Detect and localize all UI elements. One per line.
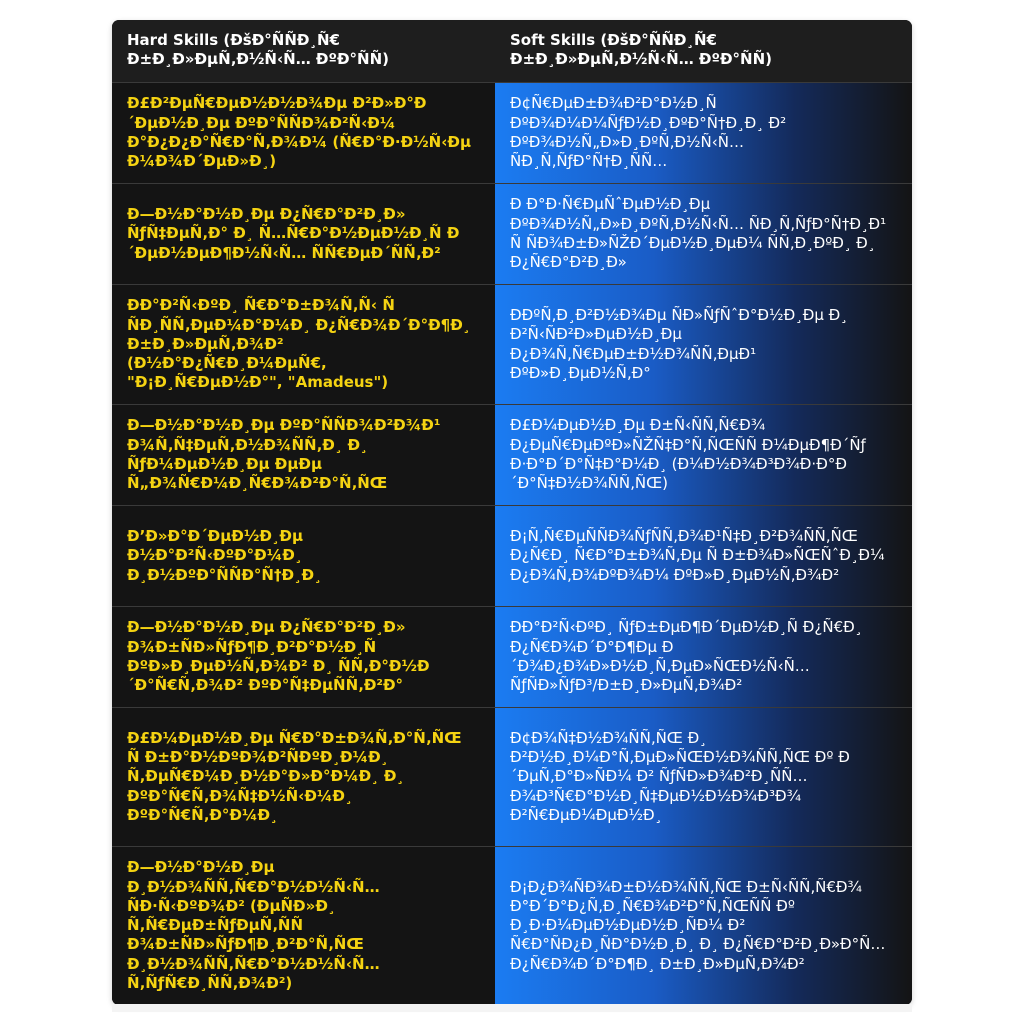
- header-row: [112, 20, 912, 83]
- table-row: [112, 285, 912, 405]
- soft-skill-cell: Ð¡Ð¿Ð¾ÑÐ¾Ð±Ð½Ð¾ÑÑ‚ÑŒ Ð±Ñ‹ÑÑ‚Ñ€Ð¾ Ð°Ð´Ð°Ð¿Ñ‚Ð¸Ñ€Ð¾Ð²Ð°Ñ‚ÑŒÑÑ Ðº Ð¸Ð·Ð¼ÐµÐ½ÐµÐ½Ð¸ÑÐ¼ Ð² Ñ€Ð°ÑÐ¿Ð¸ÑÐ°Ð½Ð¸Ð¸ Ð¸ Ð¿Ñ€Ð°Ð²Ð¸Ð»Ð°Ñ… Ð¿Ñ€Ð¾Ð´Ð°Ð¶Ð¸ Ð±Ð¸Ð»ÐµÑ‚Ð¾Ð²: [495, 847, 912, 1005]
- soft-skill-cell: Ð Ð°Ð·Ñ€ÐµÑˆÐµÐ½Ð¸Ðµ ÐºÐ¾Ð½Ñ„Ð»Ð¸ÐºÑ‚Ð½Ñ‹Ñ… ÑÐ¸Ñ‚ÑƒÐ°Ñ†Ð¸Ð¹ Ñ ÑÐ¾Ð±Ð»ÑŽÐ´ÐµÐ½Ð¸ÐµÐ¼ ÑÑ‚Ð¸ÐºÐ¸ Ð¸ Ð¿Ñ€Ð°Ð²Ð¸Ð»: [495, 184, 912, 285]
- table-row: [112, 83, 912, 184]
- table-row: [112, 405, 912, 506]
- table-header: [112, 20, 912, 83]
- header-soft-skills: Soft Skills (ÐšÐ°ÑÑÐ¸Ñ€ Ð±Ð¸Ð»ÐµÑ‚Ð½Ñ‹Ñ… ÐºÐ°ÑÑ): [495, 20, 912, 83]
- hard-skill-cell: Ð£Ð²ÐµÑ€ÐµÐ½Ð½Ð¾Ðµ Ð²Ð»Ð°Ð´ÐµÐ½Ð¸Ðµ ÐºÐ°ÑÑÐ¾Ð²Ñ‹Ð¼ Ð°Ð¿Ð¿Ð°Ñ€Ð°Ñ‚Ð¾Ð¼ (Ñ€Ð°Ð·Ð½Ñ‹Ðµ Ð¼Ð¾Ð´ÐµÐ»Ð¸): [112, 83, 495, 184]
- hard-skill-cell: ÐÐ°Ð²Ñ‹ÐºÐ¸ Ñ€Ð°Ð±Ð¾Ñ‚Ñ‹ Ñ ÑÐ¸ÑÑ‚ÐµÐ¼Ð°Ð¼Ð¸ Ð¿Ñ€Ð¾Ð´Ð°Ð¶Ð¸ Ð±Ð¸Ð»ÐµÑ‚Ð¾Ð² (Ð½Ð°Ð¿Ñ€Ð¸Ð¼ÐµÑ€, "Ð¡Ð¸Ñ€ÐµÐ½Ð°", "Amadeus"): [112, 285, 495, 405]
- table-row: [112, 506, 912, 607]
- soft-skill-cell: ÐÐ°Ð²Ñ‹ÐºÐ¸ ÑƒÐ±ÐµÐ¶Ð´ÐµÐ½Ð¸Ñ Ð¿Ñ€Ð¸ Ð¿Ñ€Ð¾Ð´Ð°Ð¶Ðµ Ð´Ð¾Ð¿Ð¾Ð»Ð½Ð¸Ñ‚ÐµÐ»ÑŒÐ½Ñ‹Ñ… ÑƒÑÐ»ÑƒÐ³/Ð±Ð¸Ð»ÐµÑ‚Ð¾Ð²: [495, 607, 912, 708]
- table-row: [112, 847, 912, 1005]
- hard-skill-cell: Ð—Ð½Ð°Ð½Ð¸Ðµ Ð¸Ð½Ð¾ÑÑ‚Ñ€Ð°Ð½Ð½Ñ‹Ñ… ÑÐ·Ñ‹ÐºÐ¾Ð² (ÐµÑÐ»Ð¸ Ñ‚Ñ€ÐµÐ±ÑƒÐµÑ‚ÑÑ Ð¾Ð±ÑÐ»ÑƒÐ¶Ð¸Ð²Ð°Ñ‚ÑŒ Ð¸Ð½Ð¾ÑÑ‚Ñ€Ð°Ð½Ð½Ñ‹Ñ… Ñ‚ÑƒÑ€Ð¸ÑÑ‚Ð¾Ð²): [112, 847, 495, 1005]
- table-shadow-strip: [112, 1004, 912, 1012]
- table-row: [112, 708, 912, 847]
- hard-skill-cell: Ð—Ð½Ð°Ð½Ð¸Ðµ Ð¿Ñ€Ð°Ð²Ð¸Ð» Ð¾Ð±ÑÐ»ÑƒÐ¶Ð¸Ð²Ð°Ð½Ð¸Ñ ÐºÐ»Ð¸ÐµÐ½Ñ‚Ð¾Ð² Ð¸ ÑÑ‚Ð°Ð½Ð´Ð°Ñ€Ñ‚Ð¾Ð² ÐºÐ°Ñ‡ÐµÑÑ‚Ð²Ð°: [112, 607, 495, 708]
- table-row: [112, 607, 912, 708]
- skills-table-container: [112, 20, 912, 1005]
- hard-skill-cell: Ð£Ð¼ÐµÐ½Ð¸Ðµ Ñ€Ð°Ð±Ð¾Ñ‚Ð°Ñ‚ÑŒ Ñ Ð±Ð°Ð½ÐºÐ¾Ð²ÑÐºÐ¸Ð¼Ð¸ Ñ‚ÐµÑ€Ð¼Ð¸Ð½Ð°Ð»Ð°Ð¼Ð¸ Ð¸ ÐºÐ°Ñ€Ñ‚Ð¾Ñ‡Ð½Ñ‹Ð¼Ð¸ ÐºÐ°Ñ€Ñ‚Ð°Ð¼Ð¸: [112, 708, 495, 847]
- hard-skill-cell: Ð—Ð½Ð°Ð½Ð¸Ðµ Ð¿Ñ€Ð°Ð²Ð¸Ð» ÑƒÑ‡ÐµÑ‚Ð° Ð¸ Ñ…Ñ€Ð°Ð½ÐµÐ½Ð¸Ñ Ð´ÐµÐ½ÐµÐ¶Ð½Ñ‹Ñ… ÑÑ€ÐµÐ´ÑÑ‚Ð²: [112, 184, 495, 285]
- soft-skill-cell: Ð¡Ñ‚Ñ€ÐµÑÑÐ¾ÑƒÑÑ‚Ð¾Ð¹Ñ‡Ð¸Ð²Ð¾ÑÑ‚ÑŒ Ð¿Ñ€Ð¸ Ñ€Ð°Ð±Ð¾Ñ‚Ðµ Ñ Ð±Ð¾Ð»ÑŒÑˆÐ¸Ð¼ Ð¿Ð¾Ñ‚Ð¾ÐºÐ¾Ð¼ ÐºÐ»Ð¸ÐµÐ½Ñ‚Ð¾Ð²: [495, 506, 912, 607]
- soft-skill-cell: ÐÐºÑ‚Ð¸Ð²Ð½Ð¾Ðµ ÑÐ»ÑƒÑˆÐ°Ð½Ð¸Ðµ Ð¸ Ð²Ñ‹ÑÐ²Ð»ÐµÐ½Ð¸Ðµ Ð¿Ð¾Ñ‚Ñ€ÐµÐ±Ð½Ð¾ÑÑ‚ÐµÐ¹ ÐºÐ»Ð¸ÐµÐ½Ñ‚Ð°: [495, 285, 912, 405]
- soft-skill-cell: Ð£Ð¼ÐµÐ½Ð¸Ðµ Ð±Ñ‹ÑÑ‚Ñ€Ð¾ Ð¿ÐµÑ€ÐµÐºÐ»ÑŽÑ‡Ð°Ñ‚ÑŒÑÑ Ð¼ÐµÐ¶Ð´Ñƒ Ð·Ð°Ð´Ð°Ñ‡Ð°Ð¼Ð¸ (Ð¼Ð½Ð¾Ð³Ð¾Ð·Ð°Ð´Ð°Ñ‡Ð½Ð¾ÑÑ‚ÑŒ): [495, 405, 912, 506]
- hard-skill-cell: Ð’Ð»Ð°Ð´ÐµÐ½Ð¸Ðµ Ð½Ð°Ð²Ñ‹ÐºÐ°Ð¼Ð¸ Ð¸Ð½ÐºÐ°ÑÑÐ°Ñ†Ð¸Ð¸: [112, 506, 495, 607]
- table-row: [112, 184, 912, 285]
- hard-skill-cell: Ð—Ð½Ð°Ð½Ð¸Ðµ ÐºÐ°ÑÑÐ¾Ð²Ð¾Ð¹ Ð¾Ñ‚Ñ‡ÐµÑ‚Ð½Ð¾ÑÑ‚Ð¸ Ð¸ ÑƒÐ¼ÐµÐ½Ð¸Ðµ ÐµÐµ Ñ„Ð¾Ñ€Ð¼Ð¸Ñ€Ð¾Ð²Ð°Ñ‚ÑŒ: [112, 405, 495, 506]
- skills-table: [112, 20, 912, 1005]
- table-body: [112, 83, 912, 1005]
- soft-skill-cell: Ð¢Ñ€ÐµÐ±Ð¾Ð²Ð°Ð½Ð¸Ñ ÐºÐ¾Ð¼Ð¼ÑƒÐ½Ð¸ÐºÐ°Ñ†Ð¸Ð¸ Ð² ÐºÐ¾Ð½Ñ„Ð»Ð¸ÐºÑ‚Ð½Ñ‹Ñ… ÑÐ¸Ñ‚ÑƒÐ°Ñ†Ð¸ÑÑ…: [495, 83, 912, 184]
- soft-skill-cell: Ð¢Ð¾Ñ‡Ð½Ð¾ÑÑ‚ÑŒ Ð¸ Ð²Ð½Ð¸Ð¼Ð°Ñ‚ÐµÐ»ÑŒÐ½Ð¾ÑÑ‚ÑŒ Ðº Ð´ÐµÑ‚Ð°Ð»ÑÐ¼ Ð² ÑƒÑÐ»Ð¾Ð²Ð¸ÑÑ… Ð¾Ð³Ñ€Ð°Ð½Ð¸Ñ‡ÐµÐ½Ð½Ð¾Ð³Ð¾ Ð²Ñ€ÐµÐ¼ÐµÐ½Ð¸: [495, 708, 912, 847]
- header-hard-skills: Hard Skills (ÐšÐ°ÑÑÐ¸Ñ€ Ð±Ð¸Ð»ÐµÑ‚Ð½Ñ‹Ñ… ÐºÐ°ÑÑ): [112, 20, 495, 83]
